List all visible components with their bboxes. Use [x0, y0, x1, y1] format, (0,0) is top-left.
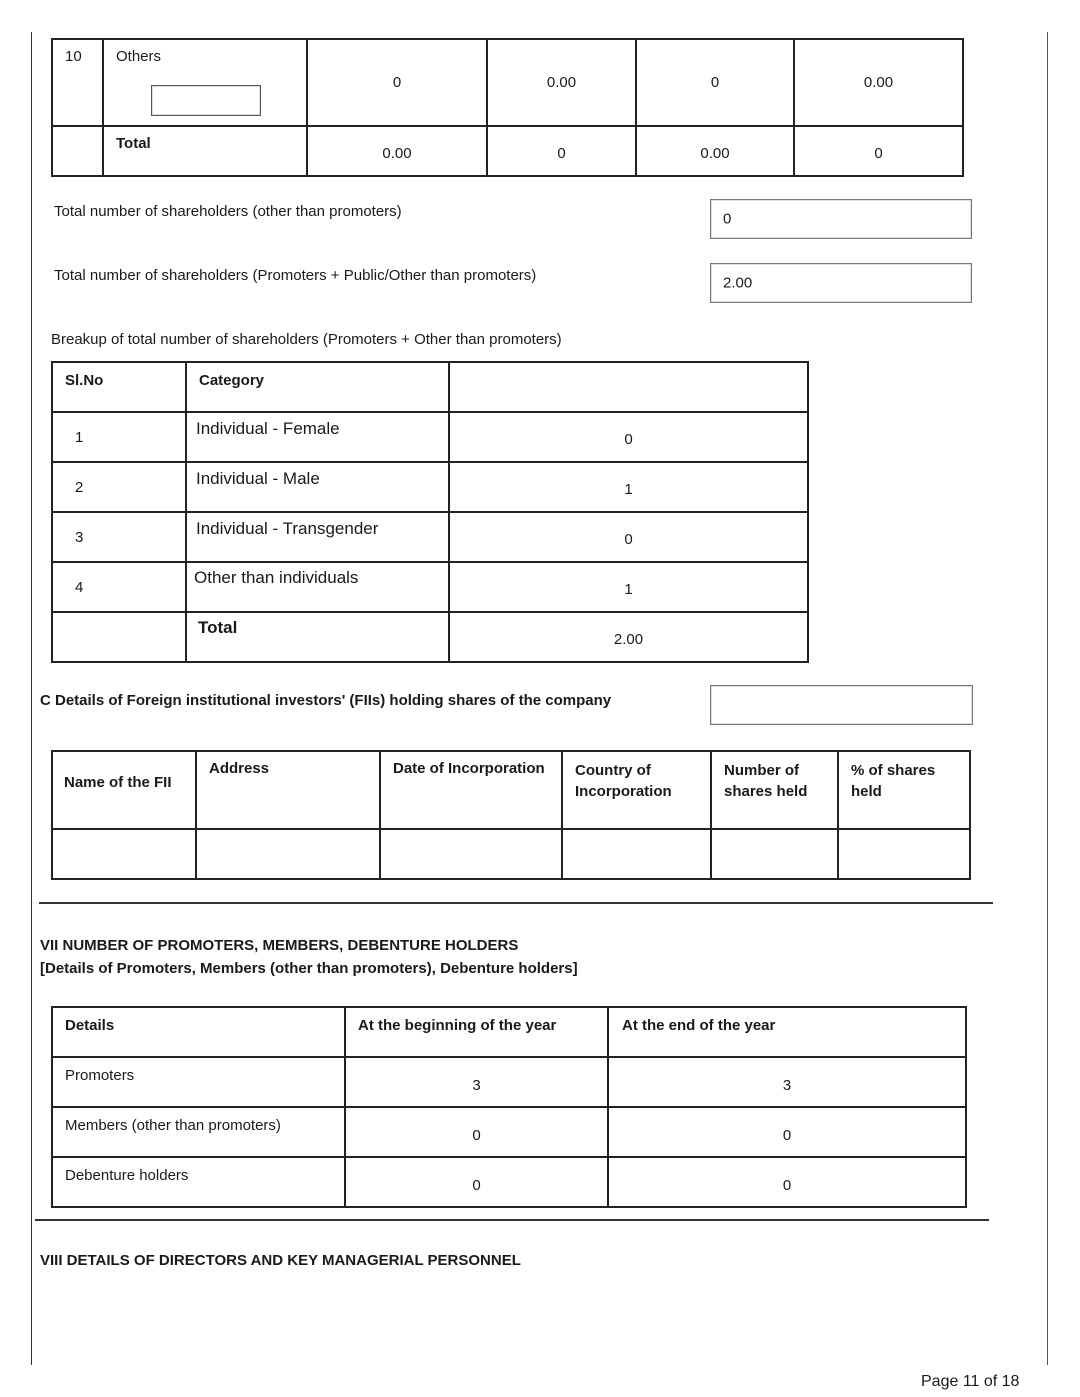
column-header: Country of Incorporation	[562, 751, 711, 829]
breakup-title: Breakup of total number of shareholders (Promoters + Other than promoters)	[51, 331, 562, 348]
fii-section-title	[40, 692, 611, 709]
category-cell: Individual - Transgender	[186, 512, 449, 562]
promoters-members-table	[51, 1006, 967, 1208]
column-header: Category	[186, 362, 449, 412]
begin-value: 0	[345, 1157, 608, 1207]
value-cell: 0	[487, 126, 636, 176]
table-header-row	[52, 1007, 966, 1057]
table-row	[52, 1107, 966, 1157]
total-label: Total	[103, 126, 307, 176]
column-header: At the end of the year	[608, 1007, 966, 1057]
fii-table	[51, 750, 971, 880]
count-cell: 1	[449, 462, 808, 512]
column-header: Date of Incorporation	[380, 751, 562, 829]
table-row	[52, 412, 808, 462]
page-frame-right	[1047, 32, 1048, 1365]
count-cell: 0	[449, 512, 808, 562]
sl-no-cell: 1	[52, 412, 186, 462]
total-shareholders-all-input[interactable]	[710, 263, 972, 303]
section-divider	[35, 1219, 989, 1221]
detail-label: Promoters	[52, 1057, 345, 1107]
end-value: 0	[608, 1157, 966, 1207]
fii-name-cell	[52, 829, 196, 879]
table-row	[52, 39, 963, 126]
value-cell: 0.00	[487, 39, 636, 126]
table-row-total	[52, 612, 808, 662]
section-divider	[39, 902, 993, 904]
total-count-cell: 2.00	[449, 612, 808, 662]
fii-count-input[interactable]	[710, 685, 973, 725]
sl-no-cell: 10	[52, 39, 103, 126]
column-header: % of shares held	[838, 751, 970, 829]
count-cell: 1	[449, 562, 808, 612]
table-header-row	[52, 751, 970, 829]
table-row-total	[52, 126, 963, 176]
sl-no-cell	[52, 126, 103, 176]
sl-no-cell: 3	[52, 512, 186, 562]
category-cell: Individual - Female	[186, 412, 449, 462]
total-label: Total	[186, 612, 449, 662]
value-cell: 0	[794, 126, 963, 176]
others-table	[51, 38, 964, 177]
total-shareholders-other-label: Total number of shareholders (other than promoters)	[54, 203, 402, 220]
section-viii-title: VIII DETAILS OF DIRECTORS AND KEY MANAGERIAL PERSONNEL	[40, 1252, 521, 1269]
total-shareholders-all-value: 2.00	[723, 274, 753, 292]
section-vii-subtitle: [Details of Promoters, Members (other than promoters), Debenture holders]	[40, 960, 578, 977]
column-header: Number of shares held	[711, 751, 838, 829]
total-shareholders-other-input[interactable]	[710, 199, 972, 239]
fii-country-cell	[562, 829, 711, 879]
count-cell: 0	[449, 412, 808, 462]
table-header-row	[52, 362, 808, 412]
others-specify-input[interactable]	[151, 85, 261, 116]
table-row	[52, 829, 970, 879]
table-row	[52, 1157, 966, 1207]
fii-address-cell	[196, 829, 380, 879]
table-row	[52, 512, 808, 562]
value-cell: 0.00	[794, 39, 963, 126]
fii-shares-cell	[711, 829, 838, 879]
value-cell: 0.00	[307, 126, 487, 176]
value-cell: 0	[636, 39, 794, 126]
sl-no-cell: 2	[52, 462, 186, 512]
fii-percent-cell	[838, 829, 970, 879]
column-header: Details	[52, 1007, 345, 1057]
detail-label: Members (other than promoters)	[52, 1107, 345, 1157]
table-row	[52, 562, 808, 612]
fii-section-title-text: C Details of Foreign institutional investors' (FIIs) holding shares of the company	[40, 692, 612, 709]
page-frame-left	[31, 32, 32, 1365]
end-value: 0	[608, 1107, 966, 1157]
fii-date-cell	[380, 829, 562, 879]
total-shareholders-all-label: Total number of shareholders (Promoters + Public/Other than promoters)	[54, 267, 537, 284]
category-cell: Individual - Male	[186, 462, 449, 512]
detail-label: Debenture holders	[52, 1157, 345, 1207]
column-header	[449, 362, 808, 412]
begin-value: 3	[345, 1057, 608, 1107]
page-number: Page 11 of 18	[921, 1373, 1020, 1390]
end-value: 3	[608, 1057, 966, 1107]
value-cell: 0	[307, 39, 487, 126]
category-cell: Other than individuals	[186, 562, 449, 612]
column-header: Name of the FII	[52, 751, 196, 829]
category-label: Others	[116, 48, 162, 65]
breakup-table	[51, 361, 809, 663]
section-vii-title: VII NUMBER OF PROMOTERS, MEMBERS, DEBENTURE HOLDERS	[40, 937, 519, 954]
column-header: Sl.No	[52, 362, 186, 412]
sl-no-cell: 4	[52, 562, 186, 612]
value-cell: 0.00	[636, 126, 794, 176]
total-shareholders-other-value: 0	[723, 210, 732, 228]
table-row	[52, 462, 808, 512]
column-header: Address	[196, 751, 380, 829]
sl-no-cell	[52, 612, 186, 662]
table-row	[52, 1057, 966, 1107]
column-header: At the beginning of the year	[345, 1007, 608, 1057]
begin-value: 0	[345, 1107, 608, 1157]
